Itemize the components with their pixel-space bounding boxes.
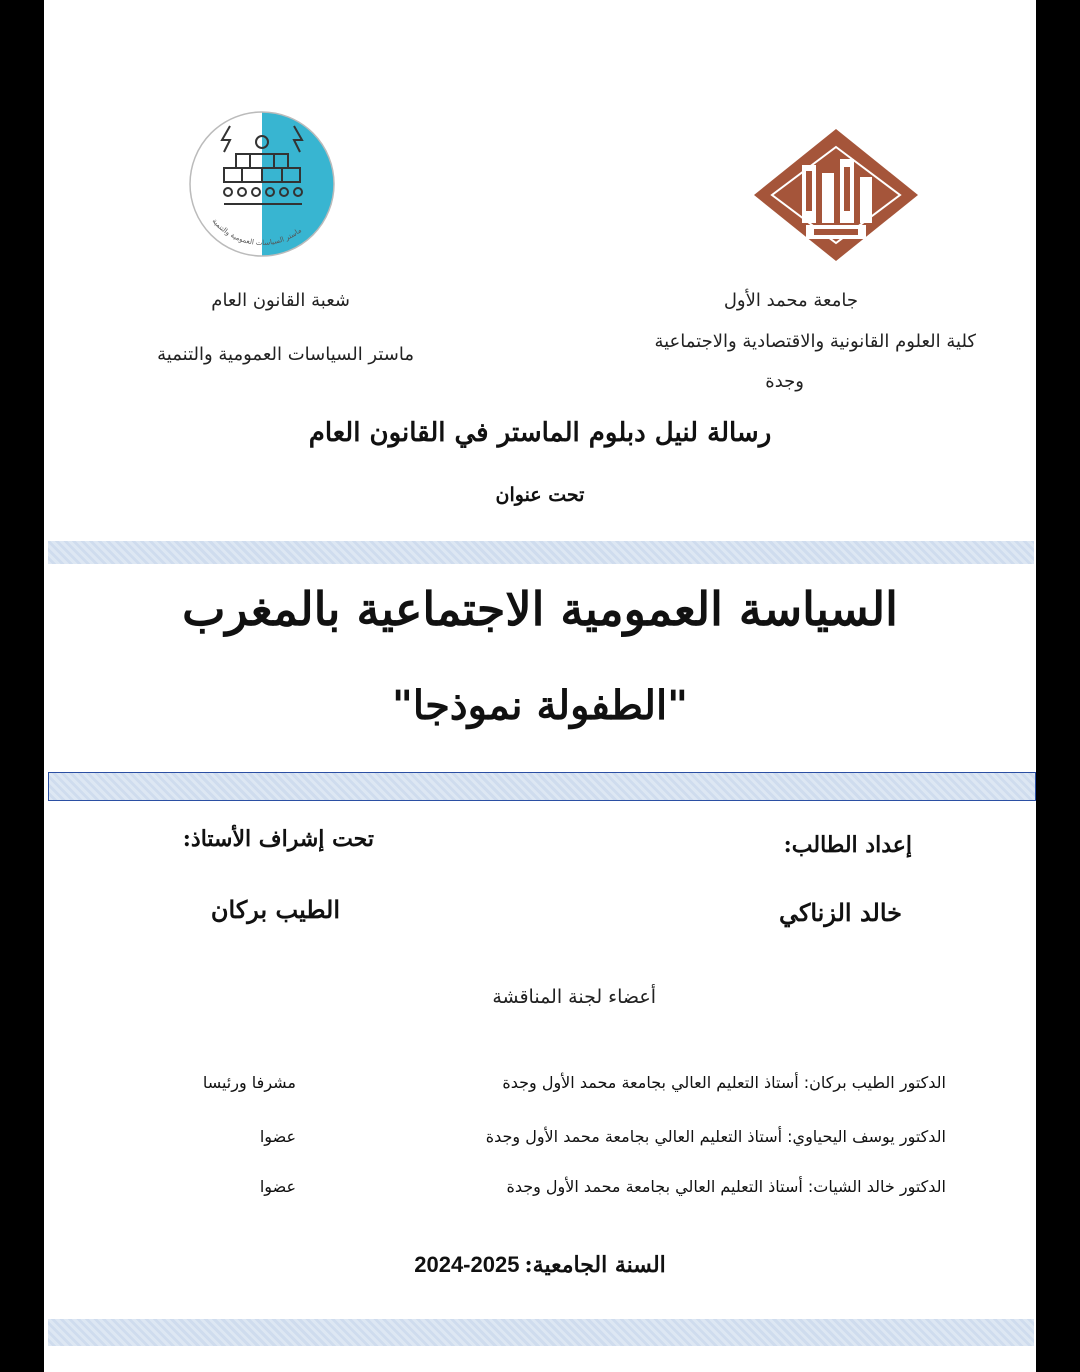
decorative-band-bottom [48, 772, 1036, 801]
academic-year [44, 1252, 1036, 1278]
thesis-title: السياسة العمومية الاجتماعية بالمغرب [182, 582, 898, 636]
thesis-subtitle: "الطفولة نموذجا" [392, 682, 688, 729]
thesis-purpose: رسالة لنيل دبلوم الماستر في القانون العام [308, 418, 772, 448]
committee-member-name: الدكتور يوسف اليحياوي: أستاذ التعليم العالي بجامعة محمد الأول وجدة [485, 1127, 946, 1146]
committee-member-name: الدكتور خالد الشيات: أستاذ التعليم العالي بجامعة محمد الأول وجدة [506, 1177, 946, 1196]
committee-member-role: عضوا [259, 1127, 296, 1146]
department-branch: شعبة القانون العام [211, 290, 350, 311]
university-name: جامعة محمد الأول [723, 290, 858, 311]
academic-year-label: السنة الجامعية: [524, 1252, 666, 1278]
decorative-band-footer [48, 1319, 1034, 1346]
student-label: إعداد الطالب: [783, 832, 912, 858]
university-logo [750, 125, 922, 267]
committee-heading: أعضاء لجنة المناقشة [492, 986, 656, 1008]
under-title-label: تحت عنوان [495, 484, 585, 506]
document-page [44, 0, 1036, 1372]
student-name: خالد الزناكي [778, 898, 902, 927]
committee-member-role: مشرفا ورئيسا [202, 1073, 296, 1092]
faculty-name: كلية العلوم القانونية والاقتصادية والاجتماعية [654, 331, 976, 352]
master-program-name: ماستر السياسات العمومية والتنمية [157, 344, 414, 365]
master-program-logo [184, 100, 340, 258]
committee-member-role: عضوا [259, 1177, 296, 1196]
decorative-band-top [48, 541, 1034, 564]
city-name: وجدة [765, 371, 804, 392]
supervisor-label: تحت إشراف الأستاذ: [182, 826, 374, 852]
master-logo-text: ماستر السياسات العمومية والتنمية [210, 217, 304, 248]
academic-year-value: 2024-2025 [414, 1252, 520, 1277]
committee-member-name: الدكتور الطيب بركان: أستاذ التعليم العالي بجامعة محمد الأول وجدة [502, 1073, 946, 1092]
supervisor-name: الطيب بركان [210, 895, 340, 924]
